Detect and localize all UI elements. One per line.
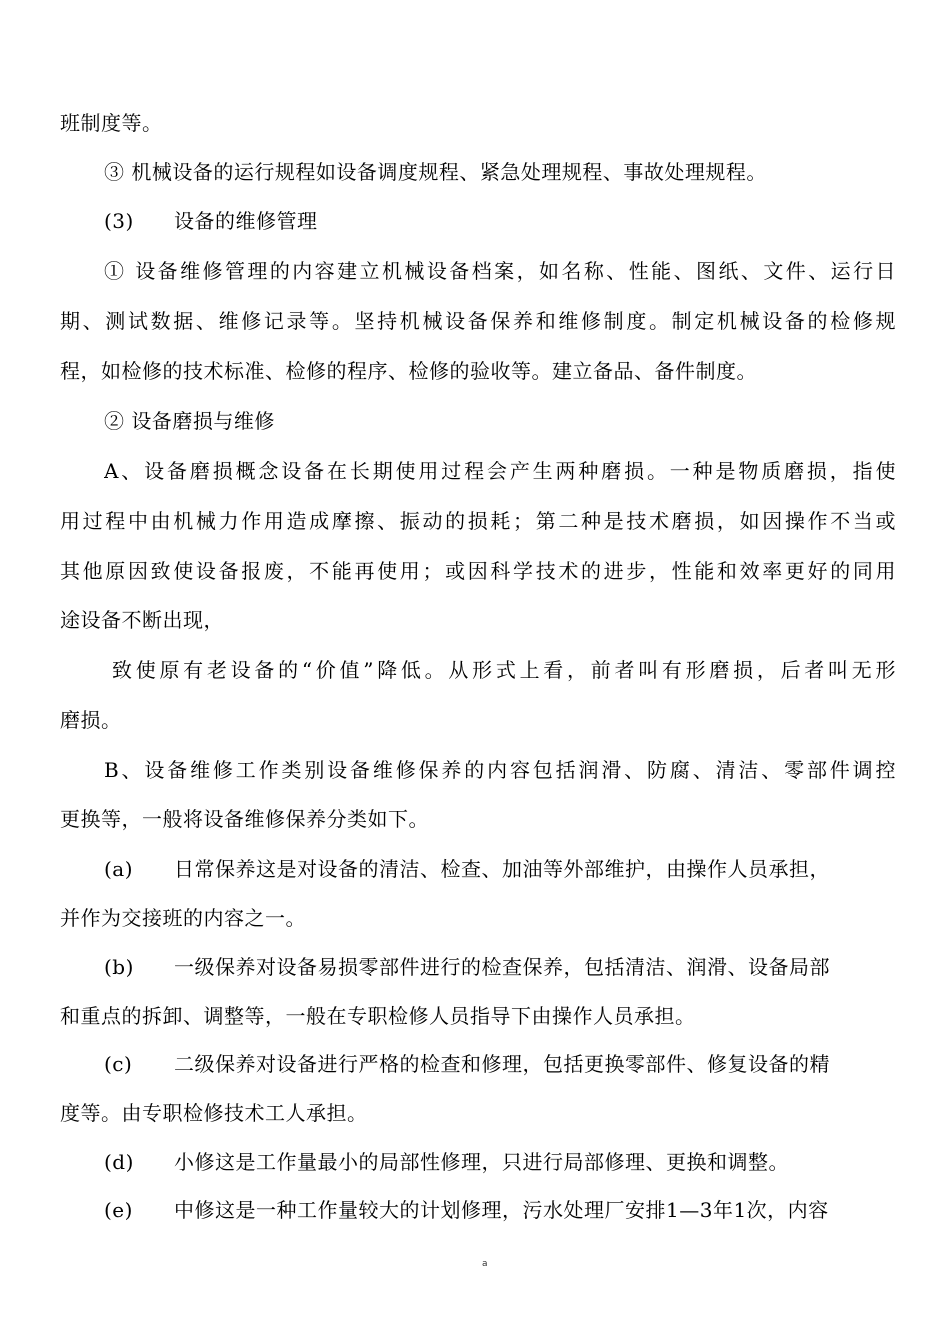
list-item-text: 日常保养这是对设备的清洁、检查、加油等外部维护，由操作人员承担， bbox=[174, 857, 830, 881]
list-item-label: (e) bbox=[104, 1198, 133, 1222]
list-item bbox=[104, 953, 896, 981]
section-title: 设备的维修管理 bbox=[174, 209, 318, 233]
list-item-label: (b) bbox=[104, 955, 134, 979]
list-item-label: (c) bbox=[104, 1052, 133, 1076]
text-line: 更换等，一般将设备维修保养分类如下。 bbox=[60, 807, 429, 831]
text-line: 用过程中由机械力作用造成摩擦、振动的损耗；第二种是技术磨损，如因操作不当或 bbox=[60, 509, 896, 533]
text-line: 和重点的拆卸、调整等，一般在专职检修人员指导下由操作人员承担。 bbox=[60, 1004, 696, 1028]
text-line: 程，如检修的技术标准、检修的程序、检修的验收等。建立备品、备件制度。 bbox=[60, 359, 757, 383]
list-item bbox=[104, 855, 896, 883]
text-line: ③ 机械设备的运行规程如设备调度规程、紧急处理规程、事故处理规程。 bbox=[104, 160, 767, 184]
list-item-text: 一级保养对设备易损零部件进行的检查保养，包括清洁、润滑、设备局部 bbox=[174, 955, 830, 979]
list-item bbox=[104, 1050, 896, 1078]
list-item bbox=[104, 1196, 896, 1224]
subheading: ② 设备磨损与维修 bbox=[104, 409, 275, 433]
text-line: A、设备磨损概念设备在长期使用过程会产生两种磨损。一种是物质磨损，指使 bbox=[104, 459, 896, 483]
section-heading bbox=[104, 207, 896, 235]
text-line: 并作为交接班的内容之一。 bbox=[60, 906, 306, 930]
text-line: B、设备维修工作类别设备维修保养的内容包括润滑、防腐、清洁、零部件调控 bbox=[104, 758, 896, 782]
list-item-label: (d) bbox=[104, 1150, 134, 1174]
text-line: ① 设备维修管理的内容建立机械设备档案，如名称、性能、图纸、文件、运行日 bbox=[104, 259, 896, 283]
list-item-text: 二级保养对设备进行严格的检查和修理，包括更换零部件、修复设备的精 bbox=[174, 1052, 830, 1076]
text-line: 致使原有老设备的“价值”降低。从形式上看，前者叫有形磨损，后者叫无形 bbox=[112, 658, 896, 682]
list-item bbox=[104, 1148, 896, 1176]
section-number: (3) bbox=[104, 209, 134, 233]
text-line: 班制度等。 bbox=[60, 111, 163, 135]
document-page bbox=[60, 0, 896, 1344]
list-item-label: (a) bbox=[104, 857, 134, 881]
text-line: 磨损。 bbox=[60, 708, 122, 732]
list-item-text: 中修这是一种工作量较大的计划修理，污水处理厂安排1—3年1次，内容 bbox=[174, 1198, 829, 1222]
text-line: 途设备不断出现， bbox=[60, 608, 224, 632]
text-line: 期、测试数据、维修记录等。坚持机械设备保养和维修制度。制定机械设备的检修规 bbox=[60, 309, 896, 333]
text-line: 度等。由专职检修技术工人承担。 bbox=[60, 1101, 368, 1125]
list-item-text: 小修这是工作量最小的局部性修理，只进行局部修理、更换和调整。 bbox=[174, 1150, 789, 1174]
text-line: 其他原因致使设备报废，不能再使用；或因科学技术的进步，性能和效率更好的同用 bbox=[60, 559, 896, 583]
footer-mark: a bbox=[482, 1259, 488, 1269]
